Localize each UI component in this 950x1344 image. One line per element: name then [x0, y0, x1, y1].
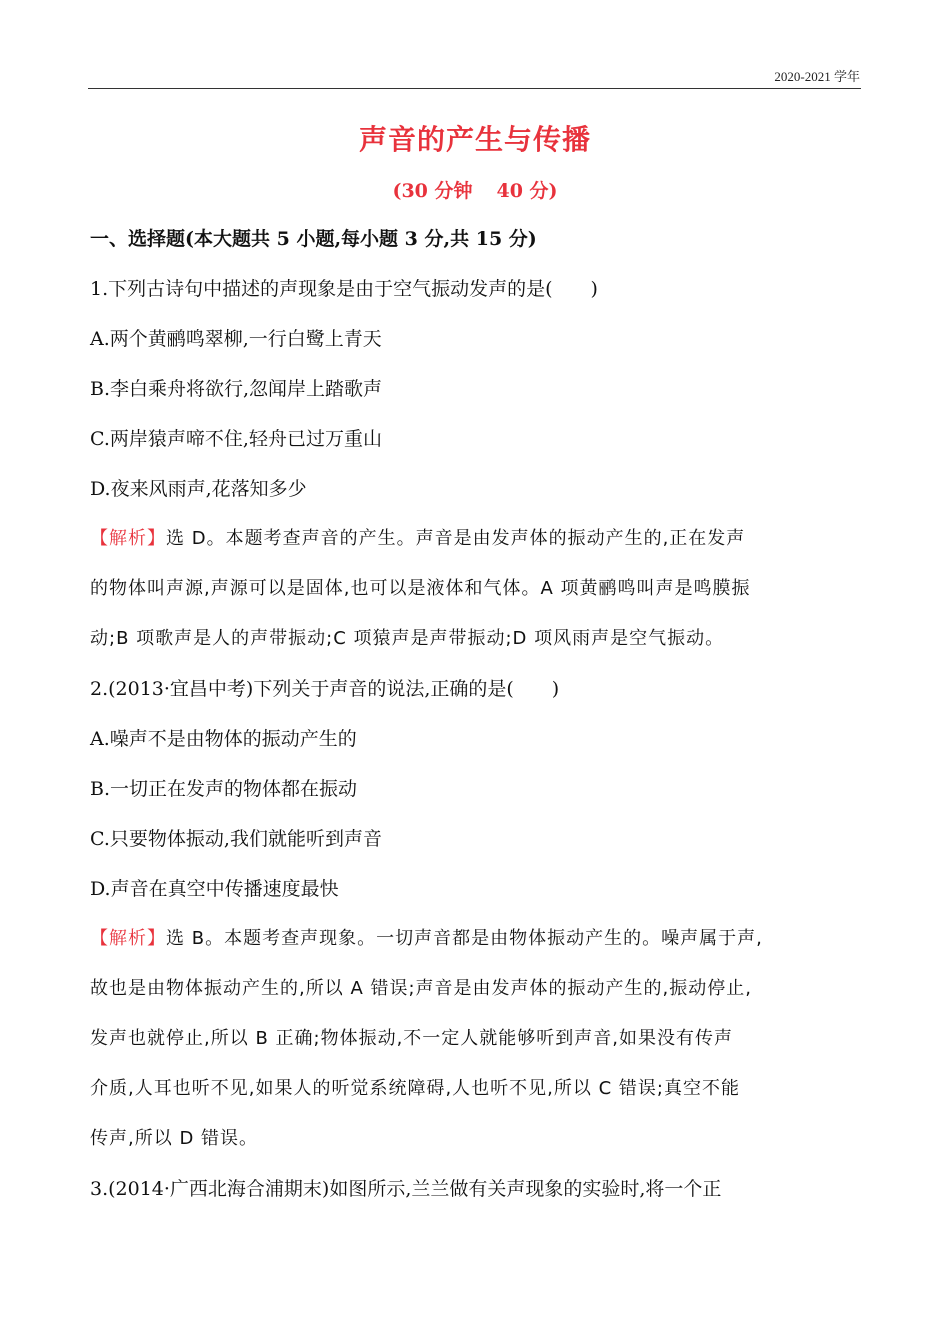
q2-option-a: A.噪声不是由物体的振动产生的: [90, 728, 357, 750]
q1-analysis-text: 选 D。本题考查声音的产生。声音是由发声体的振动产生的,正在发声: [166, 528, 746, 549]
q2-analysis-line: 传声,所以 D 错误。: [90, 1128, 259, 1149]
subtitle-score: 40 分): [496, 180, 558, 202]
document-body: [90, 222, 862, 1224]
q1-option-b: B.李白乘舟将欲行,忽闻岸上踏歌声: [90, 378, 383, 400]
q2-analysis-line: 介质,人耳也听不见,如果人的听觉系统障碍,人也听不见,所以 C 错误;真空不能: [90, 1078, 740, 1099]
q1-analysis-line: 的物体叫声源,声源可以是固体,也可以是液体和气体。A 项黄鹂鸣叫声是鸣膜振: [90, 578, 751, 599]
q2-option-d: D.声音在真空中传播速度最快: [90, 878, 339, 900]
q2-analysis-line: [90, 924, 862, 974]
q2-analysis-text: 选 B。本题考查声现象。一切声音都是由物体振动产生的。噪声属于声,: [166, 928, 763, 949]
header-rule: [88, 88, 861, 89]
q1-analysis-line: [90, 524, 862, 574]
q3-stem: 3.(2014·广西北海合浦期末)如图所示,兰兰做有关声现象的实验时,将一个正: [90, 1178, 722, 1200]
page-subtitle: [0, 176, 950, 203]
section-title: 一、选择题(本大题共 5 小题,每小题 3 分,共 15 分): [90, 228, 537, 250]
q2-stem: 2.(2013·宜昌中考)下列关于声音的说法,正确的是( ): [90, 678, 560, 700]
q1-option-d: D.夜来风雨声,花落知多少: [90, 478, 307, 500]
subtitle-time: (30 分钟: [392, 180, 473, 202]
page-title: 声音的产生与传播: [358, 123, 591, 156]
q1-analysis-tag: 【解析】: [90, 528, 166, 549]
q2-analysis-line: 发声也就停止,所以 B 正确;物体振动,不一定人就能够听到声音,如果没有传声: [90, 1028, 734, 1049]
q2-analysis-tag: 【解析】: [90, 928, 166, 949]
q1-option-a: A.两个黄鹂鸣翠柳,一行白鹭上青天: [90, 328, 382, 350]
q1-stem: 1.下列古诗句中描述的声现象是由于空气振动发声的是( ): [90, 278, 598, 300]
q2-analysis-line: 故也是由物体振动产生的,所以 A 错误;声音是由发声体的振动产生的,振动停止,: [90, 978, 752, 999]
header-year: 2020-2021 学年: [774, 69, 860, 84]
q2-option-c: C.只要物体振动,我们就能听到声音: [90, 828, 382, 850]
q2-option-b: B.一切正在发声的物体都在振动: [90, 778, 358, 800]
q1-option-c: C.两岸猿声啼不住,轻舟已过万重山: [90, 428, 382, 450]
q1-analysis-line: 动;B 项歌声是人的声带振动;C 项猿声是声带振动;D 项风雨声是空气振动。: [90, 628, 725, 649]
